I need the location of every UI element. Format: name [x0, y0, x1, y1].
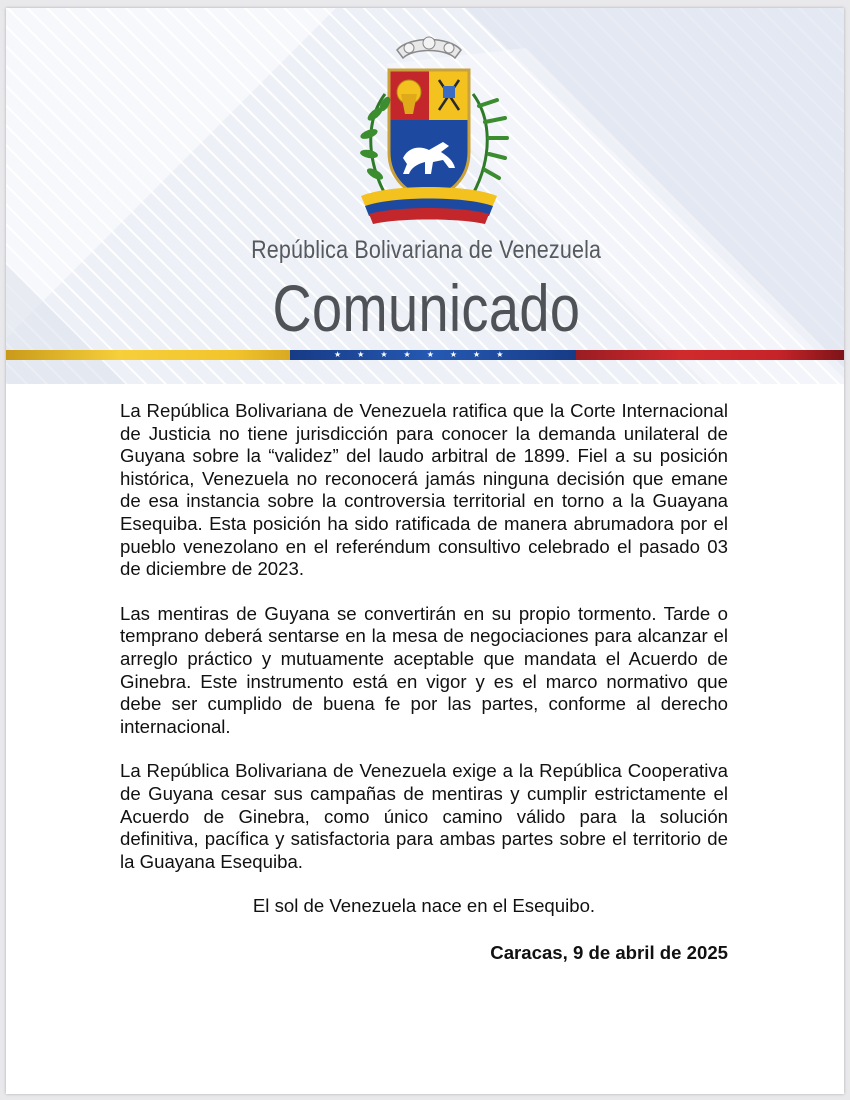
republic-name: República Bolivariana de Venezuela [251, 236, 602, 264]
band-stars [334, 349, 503, 359]
date-line: Caracas, 9 de abril de 2025 [490, 941, 728, 963]
star-icon: ★ [380, 350, 388, 359]
letterhead [6, 8, 844, 384]
band-red [576, 350, 844, 360]
band-yellow [6, 350, 290, 360]
page-title: Comunicado [272, 271, 581, 345]
coat-of-arms-icon [339, 34, 519, 234]
motto: El sol de Venezuela nace en el Esequibo. [252, 895, 596, 917]
star-icon: ★ [449, 350, 458, 359]
star-icon: ★ [473, 350, 481, 359]
star-icon: ★ [426, 350, 434, 359]
star-icon: ★ [403, 350, 411, 359]
document-page [6, 8, 844, 1094]
paragraph-3: La República Bolivariana de Venezuela exige a la República Cooperativa de Guyana cesar sus campañas de mentiras y cumplir estrictamente el Acuerdo de Ginebra, como único camino válido para la solución definitiva, pacífica y satisfactoria para ambas partes sobre el territorio de la Guayana Esequiba. [120, 760, 728, 872]
paragraph-1: La República Bolivariana de Venezuela ratifica que la Corte Internacional de Justicia no tiene jurisdicción para conocer la demanda unilateral de Guyana sobre la “validez” del laudo arbitral de 1899. Fiel a su posición histórica, Venezuela no reconocerá jamás ninguna decisión que emane de esa instancia sobre la controversia territorial en torno a la Guayana Esequiba. Esta posición ha sido ratificada de manera abrumadora por el pueblo venezolano en el referéndum consultivo celebrado el pasado 03 de diciembre de 2023. [120, 400, 728, 580]
paragraph-2: Las mentiras de Guyana se convertirán en su propio tormento. Tarde o temprano deberá sentarse en la mesa de negociaciones para alcanzar el arreglo práctico y mutuamente aceptable que mandata el Acuerdo de Ginebra. Este instrumento está en vigor y es el marco normativo que debe ser cumplido de buena fe por las partes, conforme al derecho internacional. [120, 602, 728, 737]
tricolor-band [6, 350, 844, 360]
star-icon: ★ [334, 350, 342, 359]
star-icon: ★ [357, 350, 365, 359]
star-icon: ★ [496, 350, 504, 359]
band-blue [290, 350, 576, 360]
statement-body [120, 400, 728, 986]
